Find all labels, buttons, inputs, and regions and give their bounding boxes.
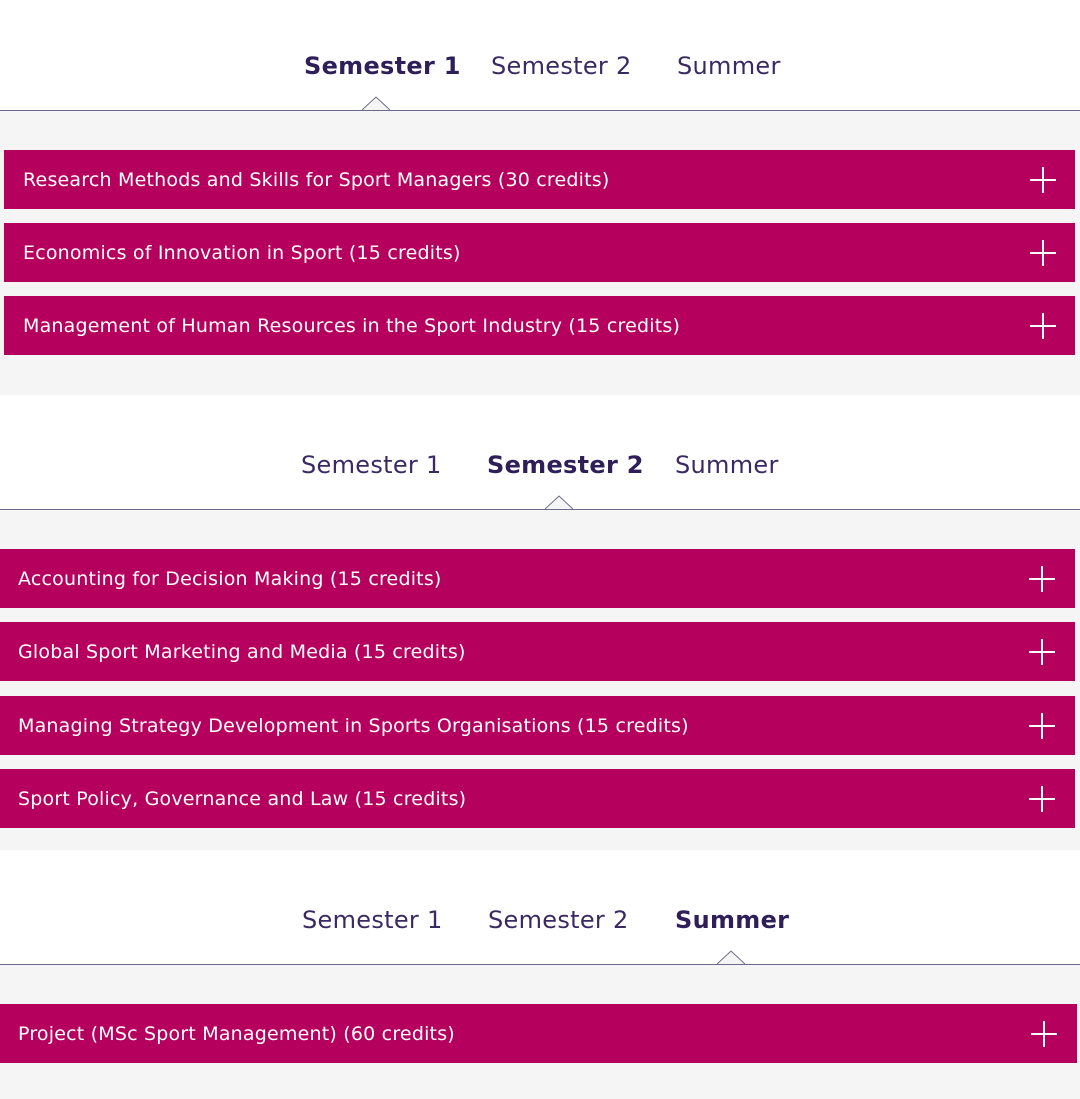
plus-icon[interactable] [1030, 313, 1056, 339]
term-tabs [0, 850, 1080, 965]
module-row[interactable] [4, 296, 1075, 355]
module-row[interactable] [0, 1004, 1077, 1063]
summer-section [0, 850, 1080, 1099]
module-row[interactable] [0, 769, 1075, 828]
tab-semester-1[interactable]: Semester 1 [304, 52, 461, 80]
plus-icon[interactable] [1029, 786, 1055, 812]
tab-summer[interactable]: Summer [675, 906, 790, 934]
module-title: Sport Policy, Governance and Law (15 credits) [18, 787, 467, 810]
tab-semester-1[interactable]: Semester 1 [302, 906, 443, 934]
tab-semester-2[interactable]: Semester 2 [487, 451, 644, 479]
module-row[interactable] [0, 696, 1075, 755]
module-title: Managing Strategy Development in Sports Organisations (15 credits) [18, 714, 689, 737]
module-title: Project (MSc Sport Management) (60 credits) [18, 1022, 455, 1045]
plus-icon[interactable] [1029, 713, 1055, 739]
plus-icon[interactable] [1030, 240, 1056, 266]
active-tab-indicator [545, 495, 573, 510]
tab-semester-1[interactable]: Semester 1 [301, 451, 442, 479]
module-title: Global Sport Marketing and Media (15 credits) [18, 640, 466, 663]
module-row[interactable] [4, 223, 1075, 282]
module-title: Accounting for Decision Making (15 credits) [18, 567, 442, 590]
module-row[interactable] [4, 150, 1075, 209]
plus-icon[interactable] [1030, 167, 1056, 193]
tab-summer[interactable]: Summer [675, 451, 779, 479]
tab-semester-2[interactable]: Semester 2 [491, 52, 632, 80]
active-tab-indicator [362, 96, 390, 111]
term-tabs [0, 395, 1080, 510]
module-row[interactable] [0, 549, 1075, 608]
module-title: Research Methods and Skills for Sport Managers (30 credits) [23, 168, 610, 191]
plus-icon[interactable] [1029, 639, 1055, 665]
semester-2-section [0, 395, 1080, 850]
module-panel [0, 965, 1080, 1099]
plus-icon[interactable] [1029, 566, 1055, 592]
module-panel [0, 510, 1080, 850]
plus-icon[interactable] [1031, 1021, 1057, 1047]
module-title: Economics of Innovation in Sport (15 credits) [23, 241, 461, 264]
active-tab-indicator [717, 950, 745, 965]
tab-semester-2[interactable]: Semester 2 [488, 906, 629, 934]
semester-1-section [0, 0, 1080, 395]
module-panel [0, 111, 1080, 395]
module-title: Management of Human Resources in the Sport Industry (15 credits) [23, 314, 681, 337]
term-tabs [0, 0, 1080, 111]
module-row[interactable] [0, 622, 1075, 681]
tab-summer[interactable]: Summer [677, 52, 781, 80]
